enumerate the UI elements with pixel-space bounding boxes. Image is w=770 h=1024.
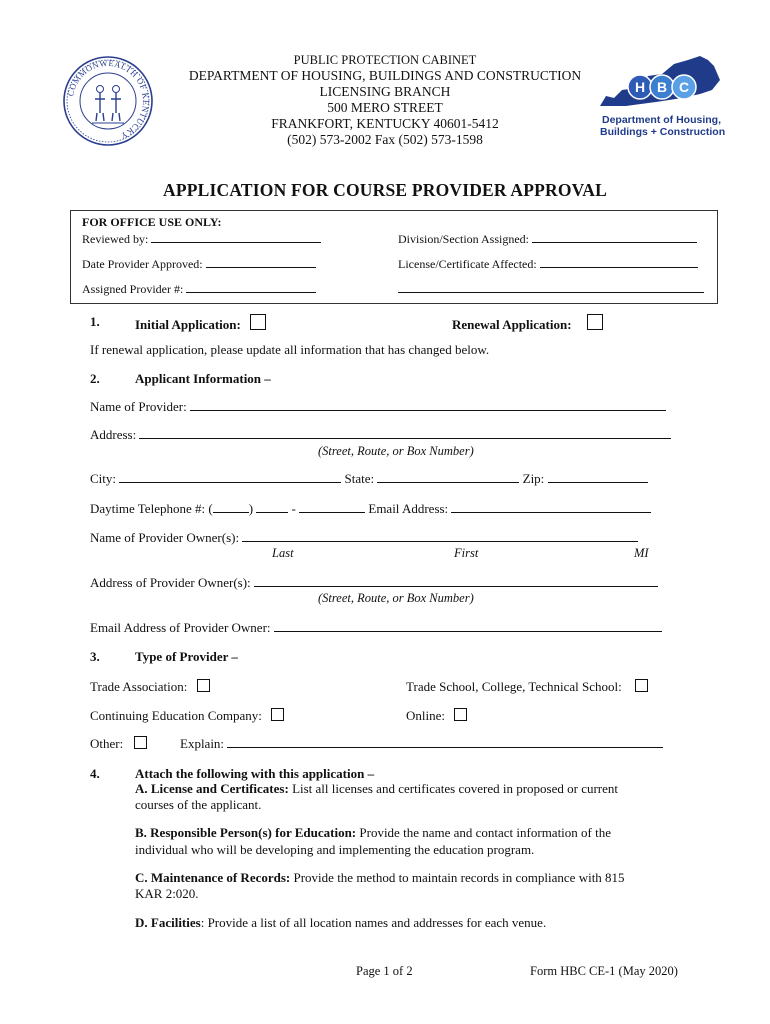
- owner-last-hint: Last: [272, 546, 294, 560]
- zip-field[interactable]: [548, 471, 648, 483]
- logo-line2: Buildings + Construction: [600, 126, 726, 138]
- reviewed-by-field[interactable]: [151, 231, 321, 243]
- logo-letter-h: H: [634, 79, 646, 95]
- header-branch: LICENSING BRANCH: [319, 84, 451, 99]
- item-b-label: B. Responsible Person(s) for Education:: [135, 825, 357, 840]
- hbc-logo: [596, 52, 726, 142]
- phone-prefix-field[interactable]: [256, 501, 288, 513]
- continuing-ed-row: [90, 708, 284, 724]
- provider-name-field[interactable]: [190, 399, 666, 411]
- assigned-provider-label: Assigned Provider #:: [82, 282, 184, 296]
- explain-label: Explain:: [180, 736, 225, 751]
- owner-email-field[interactable]: [274, 620, 662, 632]
- license-affected-label: License/Certificate Affected:: [398, 257, 537, 271]
- owner-address-row: [90, 575, 658, 591]
- address-label: Address:: [90, 427, 137, 442]
- header-city: FRANKFORT, KENTUCKY 40601-5412: [271, 116, 499, 131]
- explain-row: [180, 736, 663, 752]
- owner-first-hint: First: [454, 546, 479, 560]
- trade-school-label: Trade School, College, Technical School:: [406, 679, 622, 694]
- initial-application-row: [135, 314, 266, 333]
- kentucky-state-icon: [596, 52, 726, 110]
- division-label: Division/Section Assigned:: [398, 232, 530, 246]
- form-id: Form HBC CE-1 (May 2020): [530, 964, 678, 978]
- owner-mi-hint: MI: [634, 546, 649, 560]
- header-phone: (502) 573-2002 Fax (502) 573-1598: [287, 132, 483, 147]
- owner-email-row: [90, 620, 662, 636]
- other-label: Other:: [90, 736, 124, 751]
- owner-address-label: Address of Provider Owner(s):: [90, 575, 251, 590]
- item-a-line1: [135, 781, 618, 797]
- item-c-label: C. Maintenance of Records:: [135, 870, 291, 885]
- owner-address-hint: (Street, Route, or Box Number): [318, 591, 474, 605]
- online-checkbox[interactable]: [454, 708, 467, 721]
- item-c-text1: Provide the method to maintain records in compliance with 815: [293, 870, 625, 885]
- renewal-note: If renewal application, please update all information that has changed below.: [90, 342, 490, 357]
- extra-office-field[interactable]: [398, 281, 704, 293]
- header-department: DEPARTMENT OF HOUSING, BUILDINGS AND CONSTRUCTION: [188, 68, 582, 83]
- section3-heading: Type of Provider –: [135, 649, 238, 664]
- header-cabinet: PUBLIC PROTECTION CABINET: [293, 53, 477, 67]
- provider-name-row: [90, 399, 666, 415]
- renewal-application-label: Renewal Application:: [452, 317, 572, 332]
- section1-number: 1.: [90, 314, 100, 329]
- phone-line-field[interactable]: [299, 501, 365, 513]
- explain-field[interactable]: [227, 736, 663, 748]
- logo-letter-b: B: [656, 79, 668, 95]
- item-c-text2: KAR 2:020.: [135, 886, 199, 901]
- continuing-ed-checkbox[interactable]: [271, 708, 284, 721]
- item-b-line1: [135, 825, 611, 841]
- item-d-line: [135, 915, 546, 931]
- item-c-line1: [135, 870, 625, 886]
- state-field[interactable]: [377, 471, 519, 483]
- date-approved-field[interactable]: [206, 256, 316, 268]
- item-a-text2: courses of the applicant.: [135, 797, 262, 812]
- item-d-text: : Provide a list of all location names and addresses for each venue.: [200, 915, 547, 930]
- city-label: City:: [90, 471, 117, 486]
- section4-number: 4.: [90, 766, 100, 781]
- trade-association-row: [90, 679, 210, 695]
- other-checkbox[interactable]: [134, 736, 147, 749]
- initial-application-checkbox[interactable]: [250, 314, 266, 330]
- owner-name-row: [90, 530, 638, 546]
- owner-address-field[interactable]: [254, 575, 658, 587]
- zip-label: Zip:: [522, 471, 545, 486]
- section4-heading: Attach the following with this application –: [135, 766, 375, 781]
- other-row: [90, 736, 147, 752]
- state-label: State:: [344, 471, 375, 486]
- city-field[interactable]: [119, 471, 341, 483]
- page-number: Page 1 of 2: [356, 964, 413, 978]
- owner-email-label: Email Address of Provider Owner:: [90, 620, 271, 635]
- trade-school-row: [406, 679, 648, 695]
- online-row: [406, 708, 467, 724]
- item-a-label: A. License and Certificates:: [135, 781, 289, 796]
- item-b-text1: Provide the name and contact information of the: [359, 825, 612, 840]
- provider-name-label: Name of Provider:: [90, 399, 187, 414]
- item-a-text1: List all licenses and certificates covered in proposed or current: [292, 781, 619, 796]
- assigned-provider-row: [82, 281, 316, 297]
- address-hint: (Street, Route, or Box Number): [318, 444, 474, 458]
- assigned-provider-field[interactable]: [186, 281, 316, 293]
- email-field[interactable]: [451, 501, 651, 513]
- page-title: APPLICATION FOR COURSE PROVIDER APPROVAL: [163, 180, 607, 200]
- reviewed-by-row: [82, 231, 321, 247]
- division-field[interactable]: [532, 231, 697, 243]
- area-code-field[interactable]: [213, 501, 249, 513]
- svg-text:COMMONWEALTH OF KENTUCKY: COMMONWEALTH OF KENTUCKY: [65, 57, 152, 142]
- trade-school-checkbox[interactable]: [635, 679, 648, 692]
- trade-association-checkbox[interactable]: [197, 679, 210, 692]
- section2-number: 2.: [90, 371, 100, 386]
- initial-application-label: Initial Application:: [135, 317, 241, 332]
- renewal-application-checkbox[interactable]: [587, 314, 603, 330]
- license-affected-field[interactable]: [540, 256, 698, 268]
- header-street: 500 MERO STREET: [327, 100, 443, 115]
- trade-association-label: Trade Association:: [90, 679, 188, 694]
- office-heading: FOR OFFICE USE ONLY:: [82, 215, 222, 229]
- extra-office-row: [398, 281, 704, 297]
- date-approved-label: Date Provider Approved:: [82, 257, 203, 271]
- item-b-text2: individual who will be developing and implementing the education program.: [135, 842, 535, 857]
- telephone-close-paren: ): [248, 501, 254, 516]
- owner-name-field[interactable]: [242, 530, 638, 542]
- division-row: [398, 231, 697, 247]
- telephone-label: Daytime Telephone #: (: [90, 501, 213, 516]
- section2-heading: Applicant Information –: [135, 371, 271, 386]
- item-d-label: D. Facilities: [135, 915, 201, 930]
- online-label: Online:: [406, 708, 445, 723]
- telephone-email-row: [90, 501, 651, 517]
- continuing-ed-label: Continuing Education Company:: [90, 708, 262, 723]
- date-approved-row: [82, 256, 316, 272]
- license-affected-row: [398, 256, 698, 272]
- renewal-application-row: [452, 314, 603, 333]
- logo-line1: Department of Housing,: [602, 114, 722, 126]
- city-state-zip-row: [90, 471, 648, 487]
- reviewed-by-label: Reviewed by:: [82, 232, 149, 246]
- telephone-dash: -: [291, 501, 296, 516]
- owner-name-label: Name of Provider Owner(s):: [90, 530, 240, 545]
- section3-number: 3.: [90, 649, 100, 664]
- address-row: [90, 427, 671, 443]
- email-label: Email Address:: [368, 501, 449, 516]
- logo-letter-c: C: [678, 79, 690, 95]
- address-field[interactable]: [139, 427, 671, 439]
